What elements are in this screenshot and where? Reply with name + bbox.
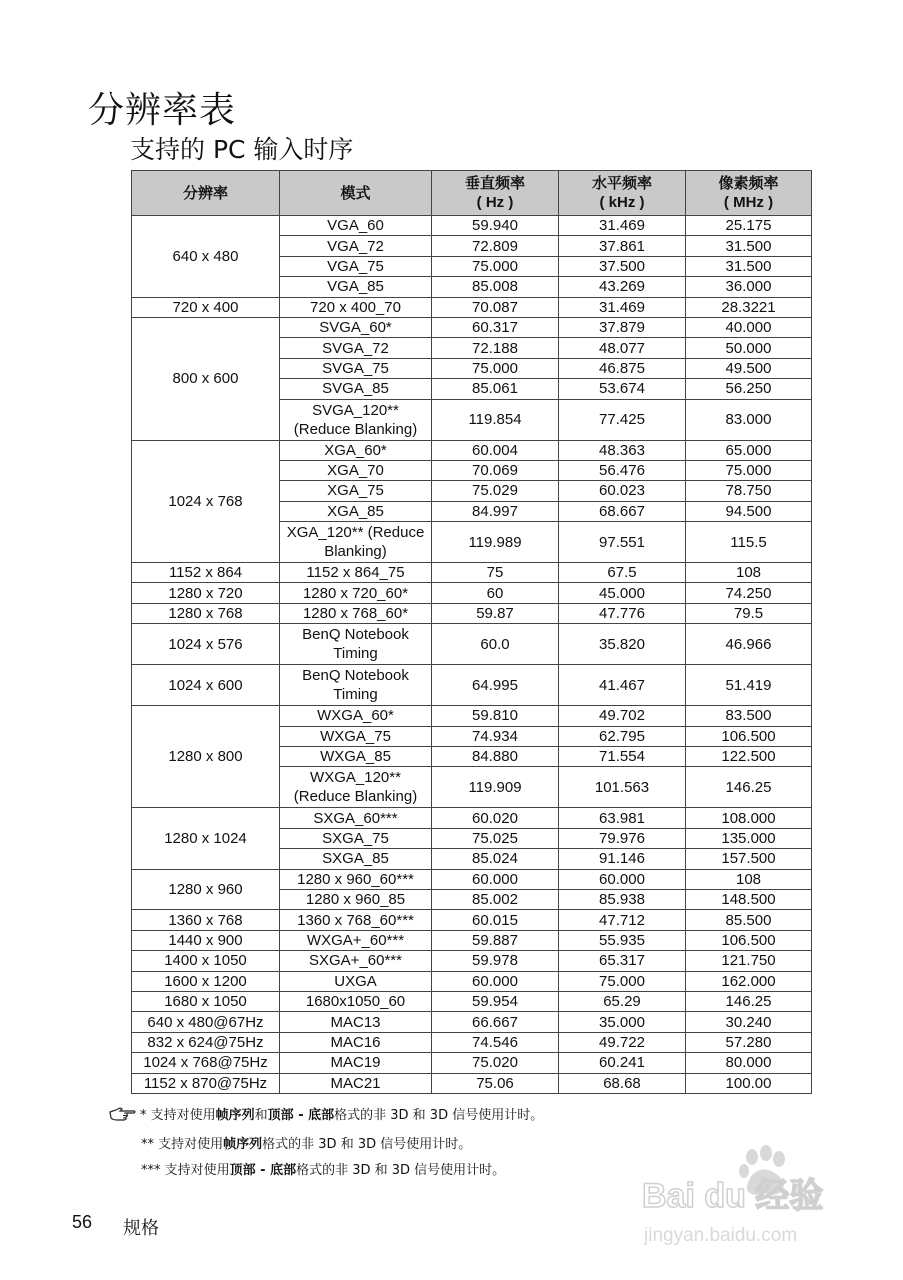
page-number: 56 bbox=[72, 1212, 93, 1232]
vertical-frequency-cell: 75.000 bbox=[432, 358, 559, 378]
vertical-frequency-cell: 60.000 bbox=[432, 869, 559, 889]
resolution-cell: 832 x 624@75Hz bbox=[132, 1032, 280, 1052]
mode-cell: 1360 x 768_60*** bbox=[280, 910, 432, 930]
vertical-frequency-cell: 85.061 bbox=[432, 379, 559, 399]
horizontal-frequency-cell: 41.467 bbox=[559, 665, 686, 706]
pixel-frequency-cell: 157.500 bbox=[686, 849, 812, 869]
vertical-frequency-cell: 119.909 bbox=[432, 767, 559, 808]
resolution-cell: 1360 x 768 bbox=[132, 910, 280, 930]
pixel-frequency-cell: 74.250 bbox=[686, 583, 812, 603]
horizontal-frequency-cell: 47.776 bbox=[559, 603, 686, 623]
table-row bbox=[132, 706, 812, 726]
pixel-frequency-cell: 122.500 bbox=[686, 747, 812, 767]
resolution-cell: 1280 x 720 bbox=[132, 583, 280, 603]
pixel-frequency-cell: 30.240 bbox=[686, 1012, 812, 1032]
vertical-frequency-cell: 60.0 bbox=[432, 624, 559, 665]
resolution-cell: 640 x 480 bbox=[132, 216, 280, 298]
vertical-frequency-cell: 85.002 bbox=[432, 889, 559, 909]
mode-cell: XGA_70 bbox=[280, 460, 432, 480]
horizontal-frequency-cell: 97.551 bbox=[559, 522, 686, 563]
table-row bbox=[132, 624, 812, 665]
horizontal-frequency-cell: 79.976 bbox=[559, 828, 686, 848]
horizontal-frequency-cell: 85.938 bbox=[559, 889, 686, 909]
horizontal-frequency-cell: 49.702 bbox=[559, 706, 686, 726]
mode-cell: SXGA_85 bbox=[280, 849, 432, 869]
vertical-frequency-cell: 60.317 bbox=[432, 317, 559, 337]
table-row bbox=[132, 971, 812, 991]
mode-cell: 1280 x 720_60* bbox=[280, 583, 432, 603]
vertical-frequency-cell: 64.995 bbox=[432, 665, 559, 706]
baidu-jingyan-watermark bbox=[640, 1145, 860, 1255]
pixel-frequency-cell: 121.750 bbox=[686, 951, 812, 971]
pixel-frequency-cell: 115.5 bbox=[686, 522, 812, 563]
horizontal-frequency-cell: 53.674 bbox=[559, 379, 686, 399]
mode-cell: UXGA bbox=[280, 971, 432, 991]
mode-cell: VGA_72 bbox=[280, 236, 432, 256]
vertical-frequency-cell: 59.940 bbox=[432, 216, 559, 236]
vertical-frequency-cell: 59.887 bbox=[432, 930, 559, 950]
table-row bbox=[132, 665, 812, 706]
pixel-frequency-cell: 31.500 bbox=[686, 256, 812, 276]
header-pixel-frequency: 像素频率 ( MHz ) bbox=[686, 171, 812, 216]
resolution-cell: 1024 x 600 bbox=[132, 665, 280, 706]
vertical-frequency-cell: 75 bbox=[432, 563, 559, 583]
horizontal-frequency-cell: 75.000 bbox=[559, 971, 686, 991]
vertical-frequency-cell: 60 bbox=[432, 583, 559, 603]
pixel-frequency-cell: 108 bbox=[686, 869, 812, 889]
table-row bbox=[132, 1012, 812, 1032]
vertical-frequency-cell: 119.989 bbox=[432, 522, 559, 563]
pixel-frequency-cell: 106.500 bbox=[686, 726, 812, 746]
mode-cell: MAC21 bbox=[280, 1073, 432, 1093]
horizontal-frequency-cell: 35.000 bbox=[559, 1012, 686, 1032]
vertical-frequency-cell: 75.06 bbox=[432, 1073, 559, 1093]
horizontal-frequency-cell: 65.317 bbox=[559, 951, 686, 971]
pixel-frequency-cell: 146.25 bbox=[686, 767, 812, 808]
mode-cell: VGA_85 bbox=[280, 277, 432, 297]
mode-cell: SVGA_72 bbox=[280, 338, 432, 358]
pixel-frequency-cell: 25.175 bbox=[686, 216, 812, 236]
pixel-frequency-cell: 75.000 bbox=[686, 460, 812, 480]
pixel-frequency-cell: 65.000 bbox=[686, 440, 812, 460]
table-row bbox=[132, 603, 812, 623]
horizontal-frequency-cell: 67.5 bbox=[559, 563, 686, 583]
resolution-cell: 1152 x 864 bbox=[132, 563, 280, 583]
resolution-cell: 720 x 400 bbox=[132, 297, 280, 317]
pixel-frequency-cell: 83.500 bbox=[686, 706, 812, 726]
pixel-frequency-cell: 108 bbox=[686, 563, 812, 583]
mode-cell: WXGA_60* bbox=[280, 706, 432, 726]
horizontal-frequency-cell: 55.935 bbox=[559, 930, 686, 950]
mode-cell: WXGA_85 bbox=[280, 747, 432, 767]
vertical-frequency-cell: 70.087 bbox=[432, 297, 559, 317]
horizontal-frequency-cell: 31.469 bbox=[559, 297, 686, 317]
mode-cell: SVGA_85 bbox=[280, 379, 432, 399]
pixel-frequency-cell: 57.280 bbox=[686, 1032, 812, 1052]
mode-cell: VGA_60 bbox=[280, 216, 432, 236]
vertical-frequency-cell: 66.667 bbox=[432, 1012, 559, 1032]
section-subtitle: 支持的 PC 输入时序 bbox=[130, 135, 354, 164]
horizontal-frequency-cell: 62.795 bbox=[559, 726, 686, 746]
footer-label: 规格 bbox=[123, 1218, 159, 1239]
table-row bbox=[132, 1053, 812, 1073]
horizontal-frequency-cell: 56.476 bbox=[559, 460, 686, 480]
table-row bbox=[132, 991, 812, 1011]
table-row bbox=[132, 951, 812, 971]
horizontal-frequency-cell: 101.563 bbox=[559, 767, 686, 808]
vertical-frequency-cell: 74.546 bbox=[432, 1032, 559, 1052]
horizontal-frequency-cell: 68.68 bbox=[559, 1073, 686, 1093]
mode-cell: XGA_75 bbox=[280, 481, 432, 501]
vertical-frequency-cell: 85.024 bbox=[432, 849, 559, 869]
header-resolution: 分辨率 bbox=[132, 171, 280, 216]
table-row bbox=[132, 930, 812, 950]
pixel-frequency-cell: 135.000 bbox=[686, 828, 812, 848]
pixel-frequency-cell: 79.5 bbox=[686, 603, 812, 623]
pixel-frequency-cell: 56.250 bbox=[686, 379, 812, 399]
resolution-cell: 640 x 480@67Hz bbox=[132, 1012, 280, 1032]
vertical-frequency-cell: 72.809 bbox=[432, 236, 559, 256]
pixel-frequency-cell: 94.500 bbox=[686, 501, 812, 521]
vertical-frequency-cell: 72.188 bbox=[432, 338, 559, 358]
horizontal-frequency-cell: 37.500 bbox=[559, 256, 686, 276]
horizontal-frequency-cell: 46.875 bbox=[559, 358, 686, 378]
resolution-cell: 1400 x 1050 bbox=[132, 951, 280, 971]
table-row bbox=[132, 808, 812, 828]
table-row bbox=[132, 869, 812, 889]
pixel-frequency-cell: 36.000 bbox=[686, 277, 812, 297]
horizontal-frequency-cell: 63.981 bbox=[559, 808, 686, 828]
vertical-frequency-cell: 60.000 bbox=[432, 971, 559, 991]
horizontal-frequency-cell: 48.077 bbox=[559, 338, 686, 358]
pixel-frequency-cell: 46.966 bbox=[686, 624, 812, 665]
pixel-frequency-cell: 146.25 bbox=[686, 991, 812, 1011]
pixel-frequency-cell: 28.3221 bbox=[686, 297, 812, 317]
pixel-frequency-cell: 100.00 bbox=[686, 1073, 812, 1093]
resolution-cell: 800 x 600 bbox=[132, 317, 280, 440]
horizontal-frequency-cell: 49.722 bbox=[559, 1032, 686, 1052]
mode-cell: 1152 x 864_75 bbox=[280, 563, 432, 583]
resolution-cell: 1024 x 768 bbox=[132, 440, 280, 563]
mode-cell: MAC16 bbox=[280, 1032, 432, 1052]
table-row bbox=[132, 1073, 812, 1093]
mode-cell: SXGA_75 bbox=[280, 828, 432, 848]
vertical-frequency-cell: 85.008 bbox=[432, 277, 559, 297]
vertical-frequency-cell: 84.997 bbox=[432, 501, 559, 521]
table-row bbox=[132, 317, 812, 337]
horizontal-frequency-cell: 47.712 bbox=[559, 910, 686, 930]
vertical-frequency-cell: 59.978 bbox=[432, 951, 559, 971]
pixel-frequency-cell: 50.000 bbox=[686, 338, 812, 358]
vertical-frequency-cell: 59.954 bbox=[432, 991, 559, 1011]
horizontal-frequency-cell: 65.29 bbox=[559, 991, 686, 1011]
resolution-cell: 1024 x 576 bbox=[132, 624, 280, 665]
footnote-2: ** 支持对使用帧序列格式的非 3D 和 3D 信号使用计时。 bbox=[141, 1137, 472, 1152]
mode-cell: XGA_85 bbox=[280, 501, 432, 521]
horizontal-frequency-cell: 60.000 bbox=[559, 869, 686, 889]
vertical-frequency-cell: 70.069 bbox=[432, 460, 559, 480]
mode-cell: 1280 x 768_60* bbox=[280, 603, 432, 623]
table-row bbox=[132, 583, 812, 603]
mode-cell: XGA_60* bbox=[280, 440, 432, 460]
mode-cell: WXGA_75 bbox=[280, 726, 432, 746]
pixel-frequency-cell: 78.750 bbox=[686, 481, 812, 501]
page-title: 分辨率表 bbox=[88, 90, 237, 131]
mode-cell: 1280 x 960_85 bbox=[280, 889, 432, 909]
resolution-table bbox=[131, 170, 812, 1094]
horizontal-frequency-cell: 60.241 bbox=[559, 1053, 686, 1073]
vertical-frequency-cell: 84.880 bbox=[432, 747, 559, 767]
vertical-frequency-cell: 75.025 bbox=[432, 828, 559, 848]
vertical-frequency-cell: 60.015 bbox=[432, 910, 559, 930]
mode-cell: SXGA_60*** bbox=[280, 808, 432, 828]
vertical-frequency-cell: 74.934 bbox=[432, 726, 559, 746]
table-row bbox=[132, 910, 812, 930]
mode-cell: 1280 x 960_60*** bbox=[280, 869, 432, 889]
horizontal-frequency-cell: 37.879 bbox=[559, 317, 686, 337]
vertical-frequency-cell: 75.000 bbox=[432, 256, 559, 276]
mode-cell: SVGA_120** (Reduce Blanking) bbox=[280, 399, 432, 440]
horizontal-frequency-cell: 48.363 bbox=[559, 440, 686, 460]
watermark-url: jingyan.baidu.com bbox=[644, 1225, 798, 1246]
pixel-frequency-cell: 162.000 bbox=[686, 971, 812, 991]
pixel-frequency-cell: 83.000 bbox=[686, 399, 812, 440]
mode-cell: SVGA_75 bbox=[280, 358, 432, 378]
footnote-1: * 支持对使用帧序列和顶部 - 底部格式的非 3D 和 3D 信号使用计时。 bbox=[140, 1108, 544, 1123]
vertical-frequency-cell: 59.87 bbox=[432, 603, 559, 623]
resolution-cell: 1280 x 960 bbox=[132, 869, 280, 910]
mode-cell: BenQ Notebook Timing bbox=[280, 624, 432, 665]
resolution-cell: 1280 x 1024 bbox=[132, 808, 280, 869]
table-row bbox=[132, 440, 812, 460]
mode-cell: VGA_75 bbox=[280, 256, 432, 276]
table-row bbox=[132, 563, 812, 583]
footnote-3: *** 支持对使用顶部 - 底部格式的非 3D 和 3D 信号使用计时。 bbox=[141, 1163, 506, 1178]
horizontal-frequency-cell: 71.554 bbox=[559, 747, 686, 767]
resolution-cell: 1440 x 900 bbox=[132, 930, 280, 950]
resolution-cell: 1024 x 768@75Hz bbox=[132, 1053, 280, 1073]
watermark-logo: Bai du 经验 bbox=[642, 1177, 824, 1215]
horizontal-frequency-cell: 77.425 bbox=[559, 399, 686, 440]
pixel-frequency-cell: 51.419 bbox=[686, 665, 812, 706]
table-header-row bbox=[132, 171, 812, 216]
mode-cell: 720 x 400_70 bbox=[280, 297, 432, 317]
horizontal-frequency-cell: 43.269 bbox=[559, 277, 686, 297]
vertical-frequency-cell: 119.854 bbox=[432, 399, 559, 440]
mode-cell: WXGA+_60*** bbox=[280, 930, 432, 950]
horizontal-frequency-cell: 45.000 bbox=[559, 583, 686, 603]
horizontal-frequency-cell: 31.469 bbox=[559, 216, 686, 236]
resolution-cell: 1152 x 870@75Hz bbox=[132, 1073, 280, 1093]
resolution-cell: 1600 x 1200 bbox=[132, 971, 280, 991]
horizontal-frequency-cell: 37.861 bbox=[559, 236, 686, 256]
pixel-frequency-cell: 85.500 bbox=[686, 910, 812, 930]
table-row bbox=[132, 216, 812, 236]
vertical-frequency-cell: 60.004 bbox=[432, 440, 559, 460]
table-body bbox=[132, 216, 812, 1094]
mode-cell: MAC13 bbox=[280, 1012, 432, 1032]
horizontal-frequency-cell: 91.146 bbox=[559, 849, 686, 869]
resolution-cell: 1280 x 768 bbox=[132, 603, 280, 623]
mode-cell: XGA_120** (Reduce Blanking) bbox=[280, 522, 432, 563]
horizontal-frequency-cell: 60.023 bbox=[559, 481, 686, 501]
horizontal-frequency-cell: 35.820 bbox=[559, 624, 686, 665]
mode-cell: SXGA+_60*** bbox=[280, 951, 432, 971]
vertical-frequency-cell: 59.810 bbox=[432, 706, 559, 726]
header-mode: 模式 bbox=[280, 171, 432, 216]
pixel-frequency-cell: 40.000 bbox=[686, 317, 812, 337]
mode-cell: MAC19 bbox=[280, 1053, 432, 1073]
pixel-frequency-cell: 49.500 bbox=[686, 358, 812, 378]
mode-cell: WXGA_120** (Reduce Blanking) bbox=[280, 767, 432, 808]
pointing-hand-icon bbox=[108, 1105, 138, 1123]
pixel-frequency-cell: 31.500 bbox=[686, 236, 812, 256]
pixel-frequency-cell: 148.500 bbox=[686, 889, 812, 909]
mode-cell: SVGA_60* bbox=[280, 317, 432, 337]
vertical-frequency-cell: 75.020 bbox=[432, 1053, 559, 1073]
vertical-frequency-cell: 75.029 bbox=[432, 481, 559, 501]
header-horizontal-frequency: 水平频率 ( kHz ) bbox=[559, 171, 686, 216]
mode-cell: 1680x1050_60 bbox=[280, 991, 432, 1011]
mode-cell: BenQ Notebook Timing bbox=[280, 665, 432, 706]
header-vertical-frequency: 垂直频率 ( Hz ) bbox=[432, 171, 559, 216]
horizontal-frequency-cell: 68.667 bbox=[559, 501, 686, 521]
resolution-cell: 1680 x 1050 bbox=[132, 991, 280, 1011]
pixel-frequency-cell: 108.000 bbox=[686, 808, 812, 828]
resolution-cell: 1280 x 800 bbox=[132, 706, 280, 808]
pixel-frequency-cell: 80.000 bbox=[686, 1053, 812, 1073]
table-row bbox=[132, 297, 812, 317]
vertical-frequency-cell: 60.020 bbox=[432, 808, 559, 828]
table-row bbox=[132, 1032, 812, 1052]
pixel-frequency-cell: 106.500 bbox=[686, 930, 812, 950]
